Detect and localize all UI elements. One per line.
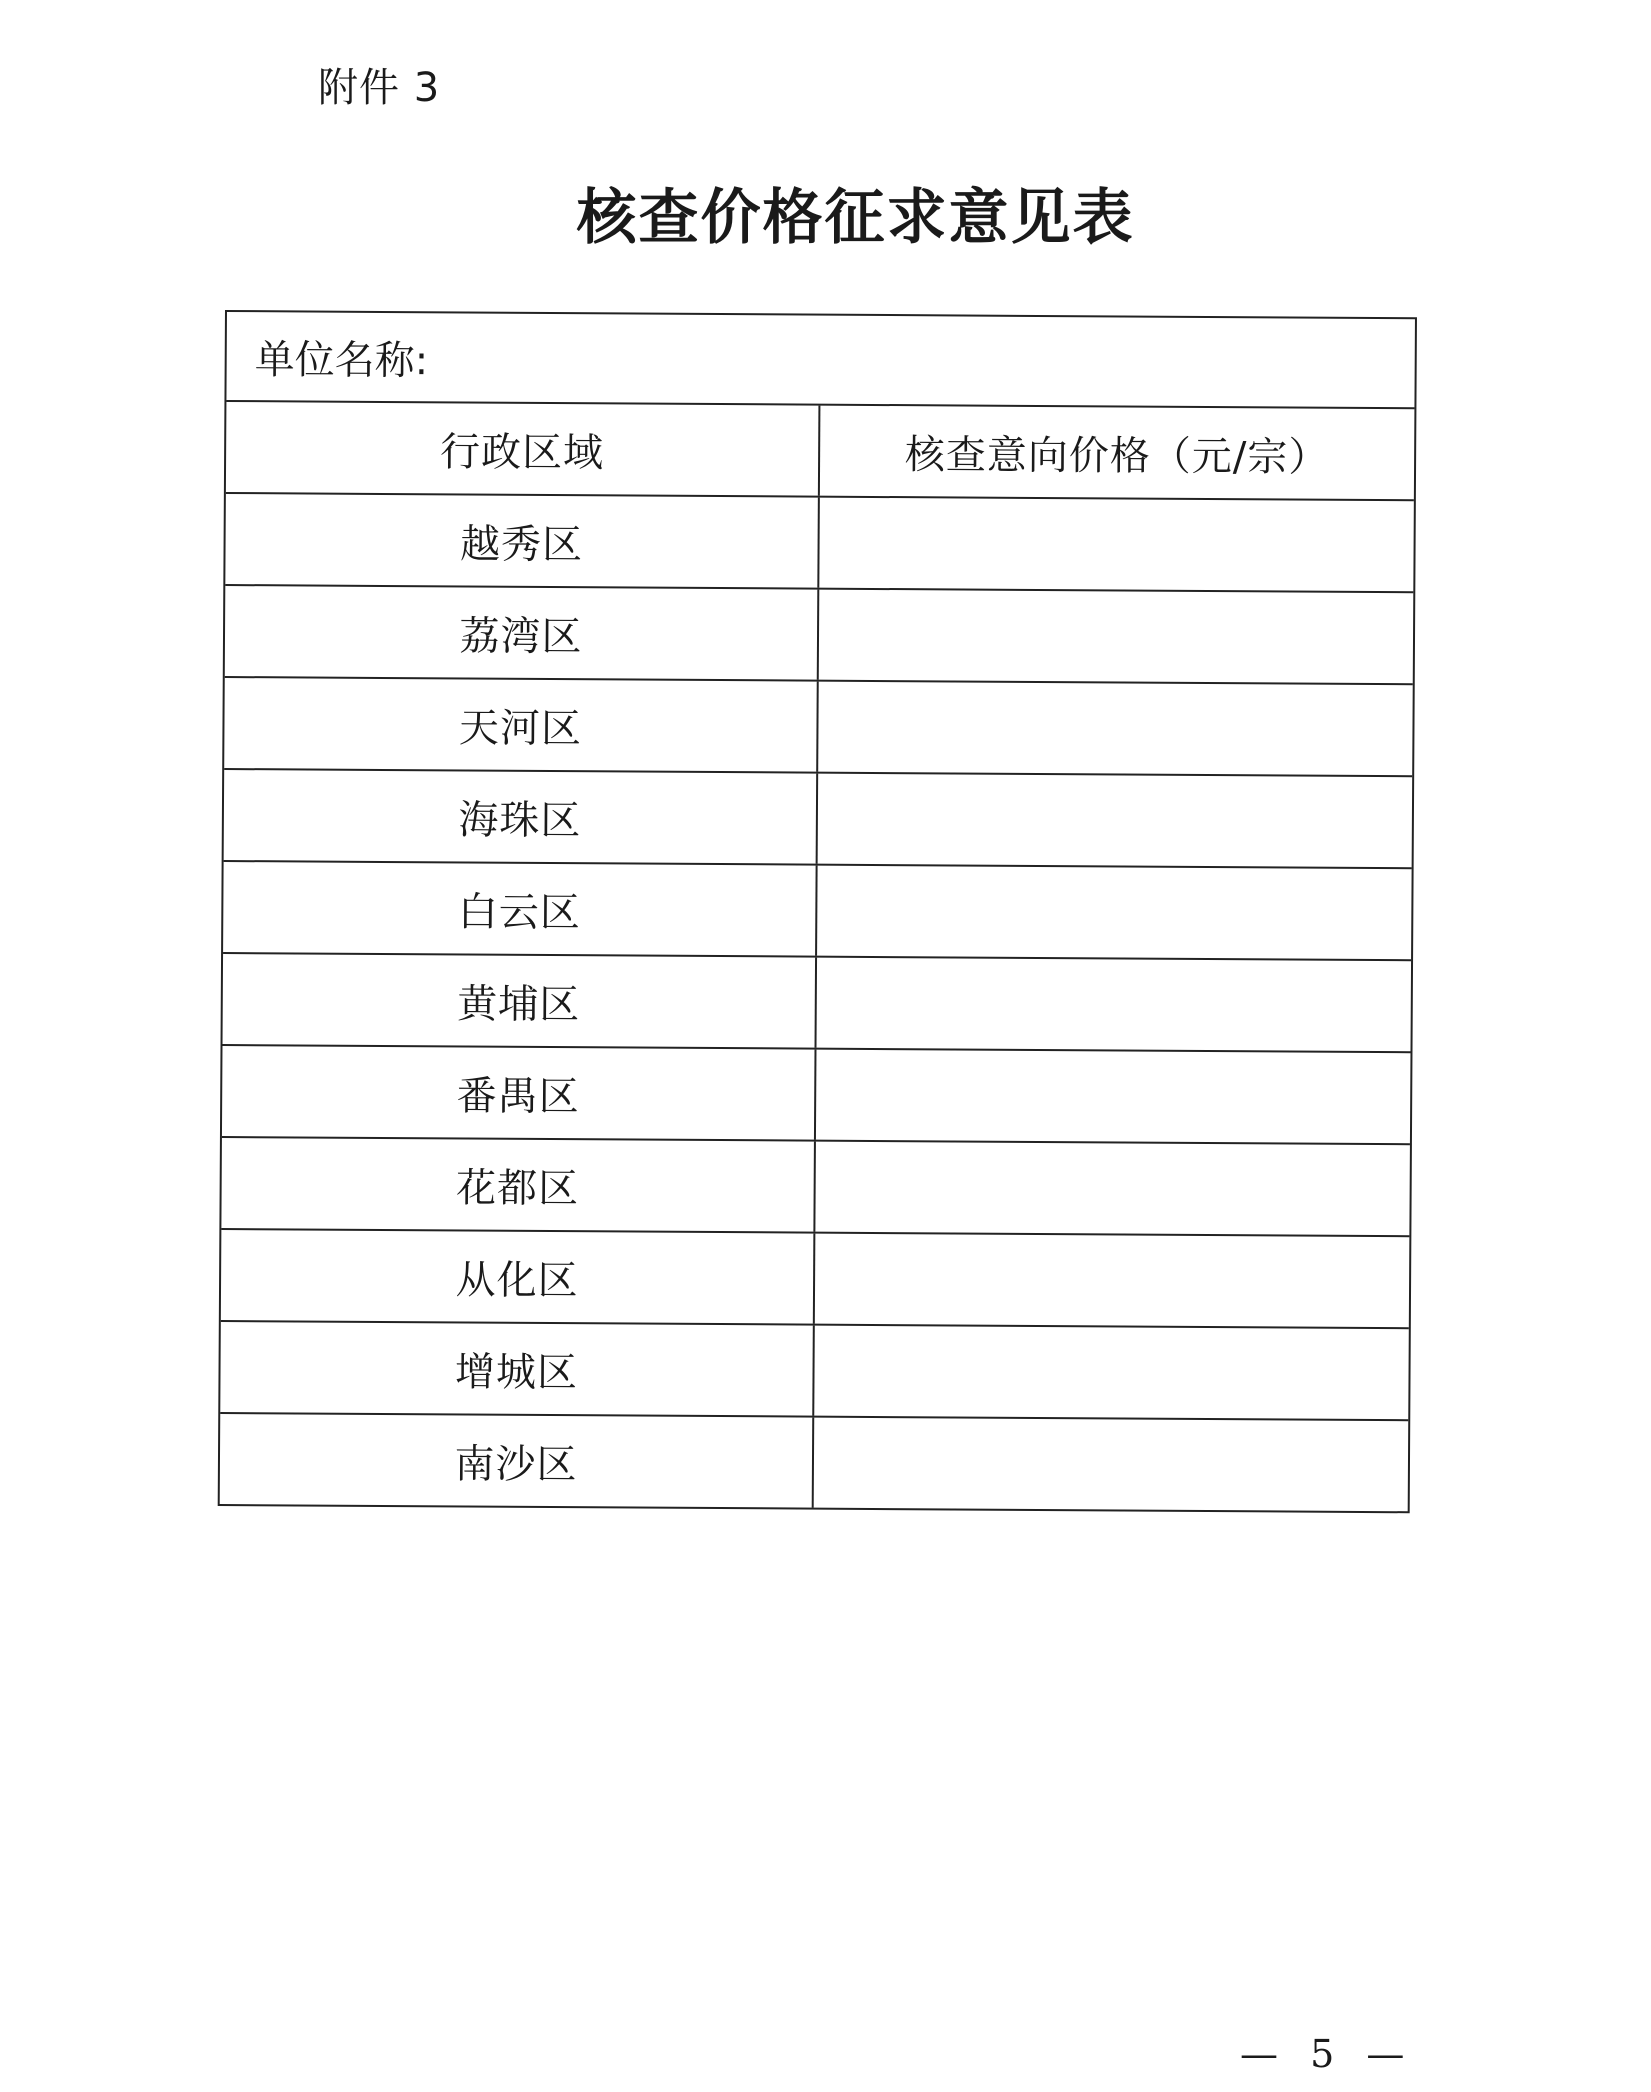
district-cell: 花都区 (221, 1138, 816, 1232)
table-row (221, 1138, 1410, 1237)
attachment-label: 附件 3 (318, 65, 441, 111)
price-cell[interactable] (819, 498, 1414, 592)
district-cell: 天河区 (224, 678, 819, 772)
unit-name-label: 单位名称: (254, 336, 429, 384)
district-cell: 南沙区 (220, 1414, 815, 1508)
price-cell[interactable] (817, 958, 1412, 1052)
price-cell[interactable] (816, 1050, 1411, 1144)
table-header-row (226, 402, 1415, 501)
table-row (225, 586, 1414, 685)
district-cell: 黄埔区 (223, 954, 818, 1048)
district-cell: 荔湾区 (225, 586, 820, 680)
table-row (223, 862, 1412, 961)
table-row (224, 678, 1413, 777)
district-cell: 番禺区 (222, 1046, 817, 1140)
district-cell: 从化区 (221, 1230, 816, 1324)
district-cell: 海珠区 (224, 770, 819, 864)
header-district: 行政区域 (226, 402, 821, 496)
document-title: 核查价格征求意见表 (576, 183, 1135, 253)
price-cell[interactable] (817, 866, 1412, 960)
price-cell[interactable] (814, 1418, 1409, 1512)
price-cell[interactable] (819, 590, 1414, 684)
table-row (222, 1046, 1411, 1145)
price-cell[interactable] (815, 1234, 1410, 1328)
table-row (220, 1322, 1409, 1421)
price-consultation-table (218, 310, 1417, 1513)
header-price: 核查意向价格（元/宗） (904, 431, 1330, 481)
table-row (220, 1414, 1409, 1511)
price-cell[interactable] (818, 682, 1413, 776)
unit-name-row (226, 312, 1415, 409)
district-cell: 白云区 (223, 862, 818, 956)
table-row (223, 954, 1412, 1053)
table-row (224, 770, 1413, 869)
price-cell[interactable] (815, 1142, 1410, 1236)
price-cell[interactable] (818, 774, 1413, 868)
page-number: — 5 — (1240, 2032, 1415, 2076)
district-cell: 增城区 (220, 1322, 815, 1416)
table-row (221, 1230, 1410, 1329)
price-cell[interactable] (814, 1326, 1409, 1420)
table-row (225, 494, 1414, 593)
district-cell: 越秀区 (225, 494, 820, 588)
